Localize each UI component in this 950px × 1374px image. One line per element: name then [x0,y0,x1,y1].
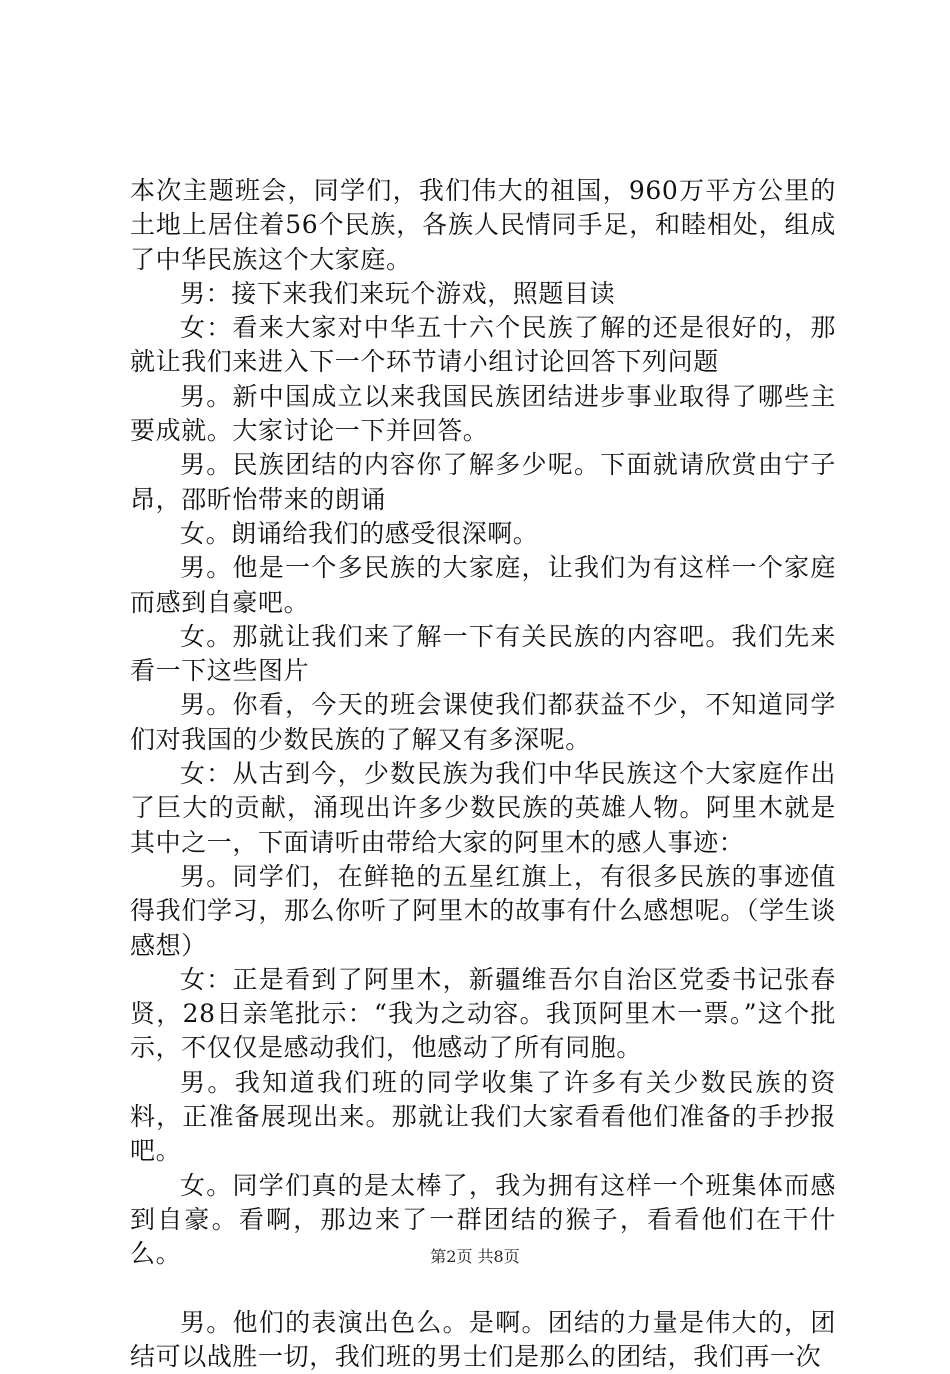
paragraph-boy-game: 男：接下来我们来玩个游戏，照题目读 [180,278,616,308]
paragraph-boy-unity: 男。他们的表演出色么。是啊。团结的力量是伟大的，团结可以战胜一切，我们班的男士们是那么的团结，我们再一次 [130,1307,836,1372]
blank-line [130,1272,836,1306]
document-body [130,174,836,1374]
paragraph-boy-minorities: 男。你看，今天的班会课使我们都获益不少，不知道同学们对我国的少数民族的了解又有多深呢。 [130,690,836,754]
paragraph-girl-instruction: 女：正是看到了阿里木，新疆维吾尔自治区党委书记张春贤，28日亲笔批示：“我为之动容。我顶阿里木一票。”这个批示，不仅仅是感动我们，他感动了所有同胞。 [130,964,836,1063]
paragraph-girl-feelings: 女。朗诵给我们的感受很深啊。 [180,518,539,548]
paragraph-girl-pictures: 女。那就让我们来了解一下有关民族的内容吧。我们先来看一下这些图片 [130,621,836,686]
page-number-footer: 第2页 共8页 [430,1247,520,1266]
paragraph-intro: 本次主题班会，同学们，我们伟大的祖国，960万平方公里的土地上居住着56个民族，各族人民情同手足，和睦相处，组成了中华民族这个大家庭。 [130,176,836,274]
paragraph-boy-recitation: 男。民族团结的内容你了解多少呢。下面就请欣赏由宁子昂，邵昕怡带来的朗诵 [130,450,836,514]
paragraph-girl-discussion: 女：看来大家对中华五十六个民族了解的还是很好的，那就让我们来进入下一个环节请小组讨论回答下列问题 [130,313,836,377]
paragraph-boy-newspaper: 男。我知道我们班的同学收集了许多有关少数民族的资料，正准备展现出来。那就让我们大家看看他们准备的手抄报吧。 [130,1067,836,1166]
paragraph-boy-achievements: 男。新中国成立以来我国民族团结进步事业取得了哪些主要成就。大家讨论一下并回答。 [130,381,836,446]
paragraph-boy-flag: 男。同学们，在鲜艳的五星红旗上，有很多民族的事迹值得我们学习，那么你听了阿里木的故事有什么感想呢。（学生谈感想） [130,861,836,960]
paragraph-girl-alimu: 女：从古到今，少数民族为我们中华民族这个大家庭作出了巨大的贡献，涌现出许多少数民族的英雄人物。阿里木就是其中之一，下面请听由带给大家的阿里木的感人事迹： [130,759,836,857]
paragraph-girl-monkeys: 女。同学们真的是太棒了，我为拥有这样一个班集体而感到自豪。看啊，那边来了一群团结的猴子，看看他们在干什么。 [130,1170,836,1269]
paragraph-boy-family: 男。他是一个多民族的大家庭，让我们为有这样一个家庭而感到自豪吧。 [130,553,836,617]
